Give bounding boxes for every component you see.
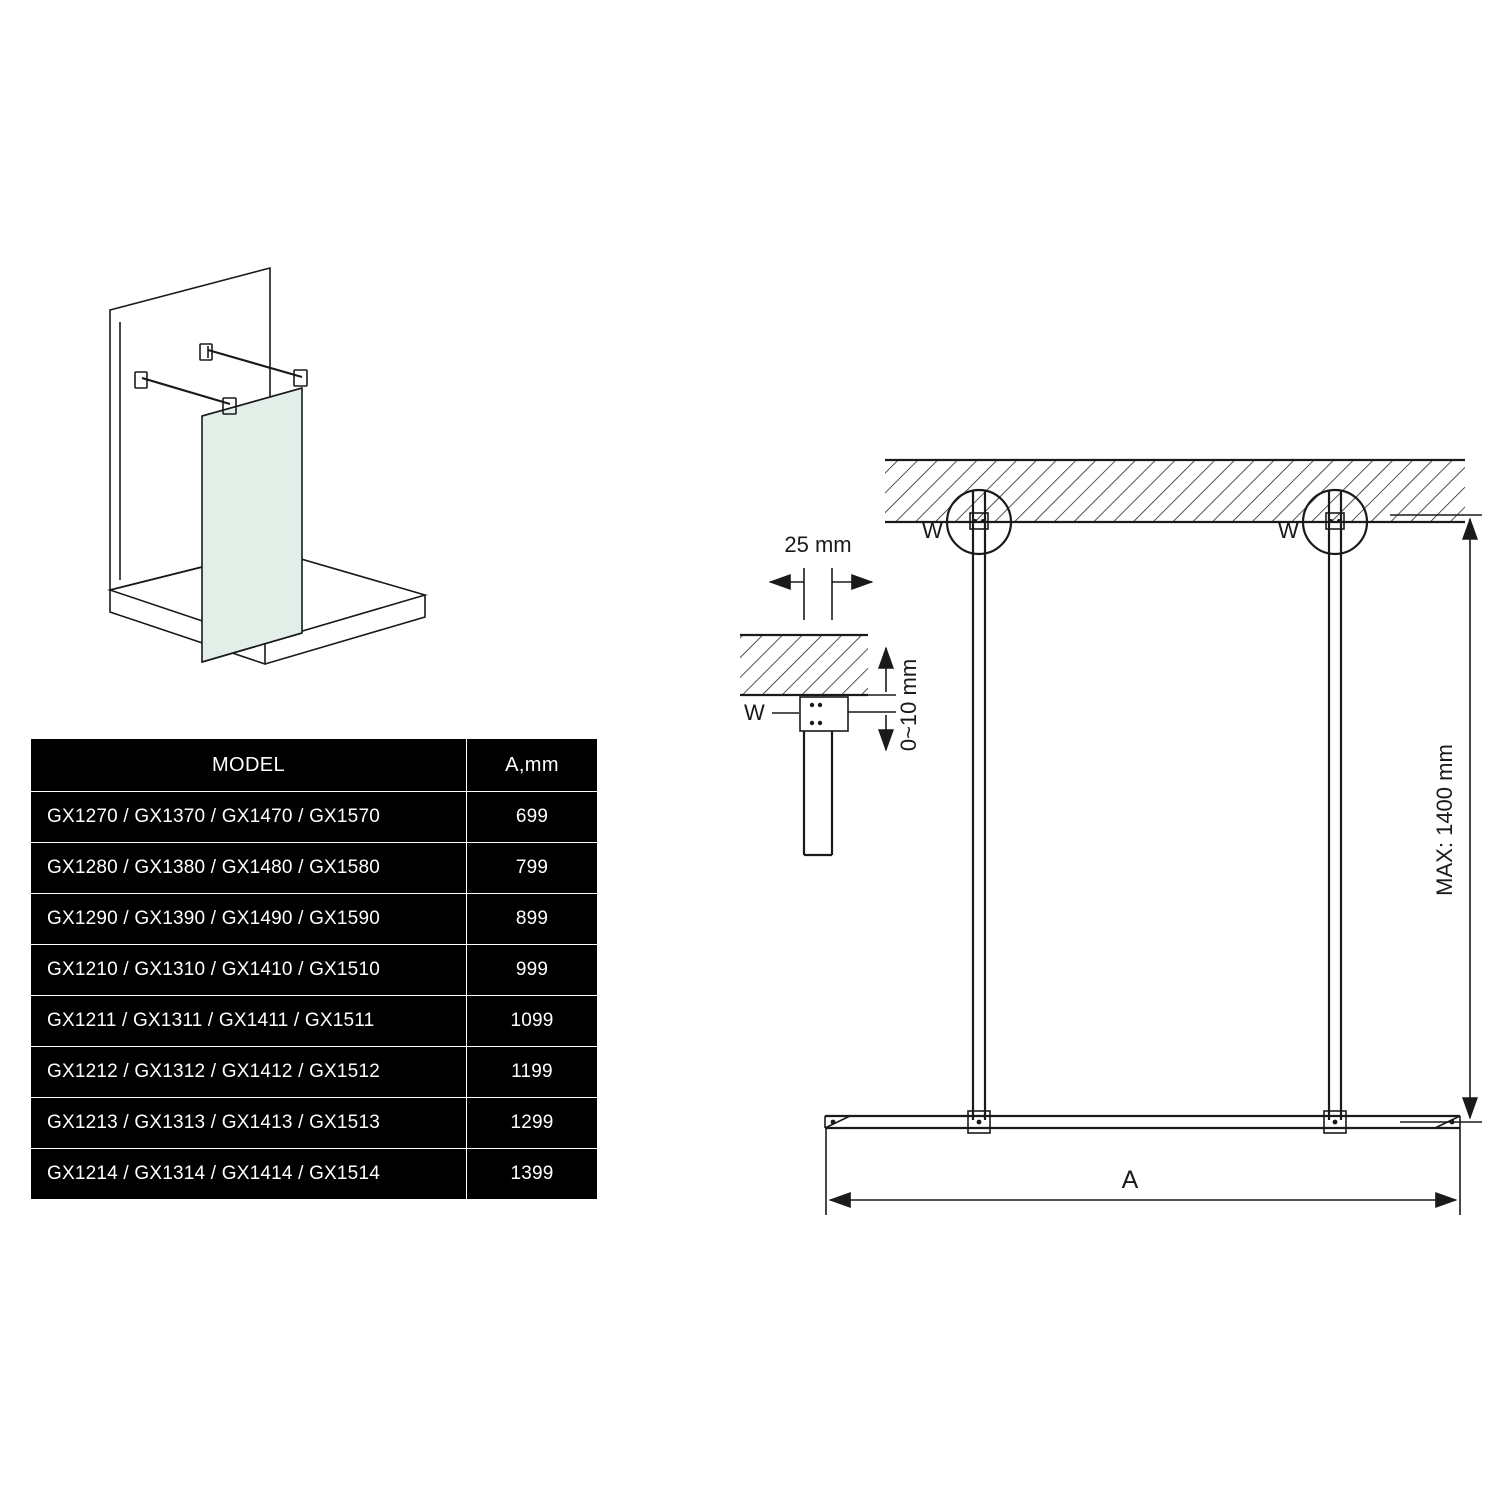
right-support-bar	[1278, 490, 1367, 1133]
table-cell-model: GX1214 / GX1314 / GX1414 / GX1514	[31, 1149, 467, 1200]
model-dimension-table	[30, 738, 598, 1200]
bracket-label-left: W	[922, 518, 943, 543]
table-row	[31, 1047, 598, 1098]
table-cell-dimension: 1399	[467, 1149, 598, 1200]
table-header-row	[31, 739, 598, 792]
table-cell-dimension: 699	[467, 792, 598, 843]
mounting-detail-view	[740, 532, 921, 855]
table-row	[31, 792, 598, 843]
left-support-bar	[922, 490, 1011, 1133]
table-cell-model: GX1280 / GX1380 / GX1480 / GX1580	[31, 843, 467, 894]
width-dimension	[826, 1128, 1460, 1215]
table-row	[31, 945, 598, 996]
table-cell-dimension: 999	[467, 945, 598, 996]
thickness-dimension-label: 25 mm	[784, 532, 852, 557]
table-cell-model: GX1212 / GX1312 / GX1412 / GX1512	[31, 1047, 467, 1098]
table-row	[31, 996, 598, 1047]
table-row	[31, 1149, 598, 1200]
table-cell-model: GX1290 / GX1390 / GX1490 / GX1590	[31, 894, 467, 945]
bottom-rail	[825, 1116, 1460, 1128]
table-cell-dimension: 1299	[467, 1098, 598, 1149]
table-cell-model: GX1213 / GX1313 / GX1413 / GX1513	[31, 1098, 467, 1149]
table-row	[31, 843, 598, 894]
height-dimension	[1390, 515, 1482, 1122]
bracket-detail-label: W	[744, 700, 765, 725]
table-header-dimension: A,mm	[467, 739, 598, 792]
table-cell-dimension: 1199	[467, 1047, 598, 1098]
table-cell-model: GX1270 / GX1370 / GX1470 / GX1570	[31, 792, 467, 843]
table-row	[31, 894, 598, 945]
table-cell-dimension: 799	[467, 843, 598, 894]
table-cell-dimension: 899	[467, 894, 598, 945]
table-cell-model: GX1210 / GX1310 / GX1410 / GX1510	[31, 945, 467, 996]
gap-dimension-label: 0~10 mm	[896, 658, 921, 752]
table-cell-dimension: 1099	[467, 996, 598, 1047]
table-header-model: MODEL	[31, 739, 467, 792]
table-cell-model: GX1211 / GX1311 / GX1411 / GX1511	[31, 996, 467, 1047]
width-dimension-label: A	[1121, 1166, 1139, 1194]
height-dimension-label: MAX: 1400 mm	[1432, 744, 1457, 896]
isometric-product-view	[80, 250, 460, 680]
technical-elevation-drawing	[700, 420, 1490, 1280]
bracket-label-right: W	[1278, 518, 1299, 543]
table-row	[31, 1098, 598, 1149]
